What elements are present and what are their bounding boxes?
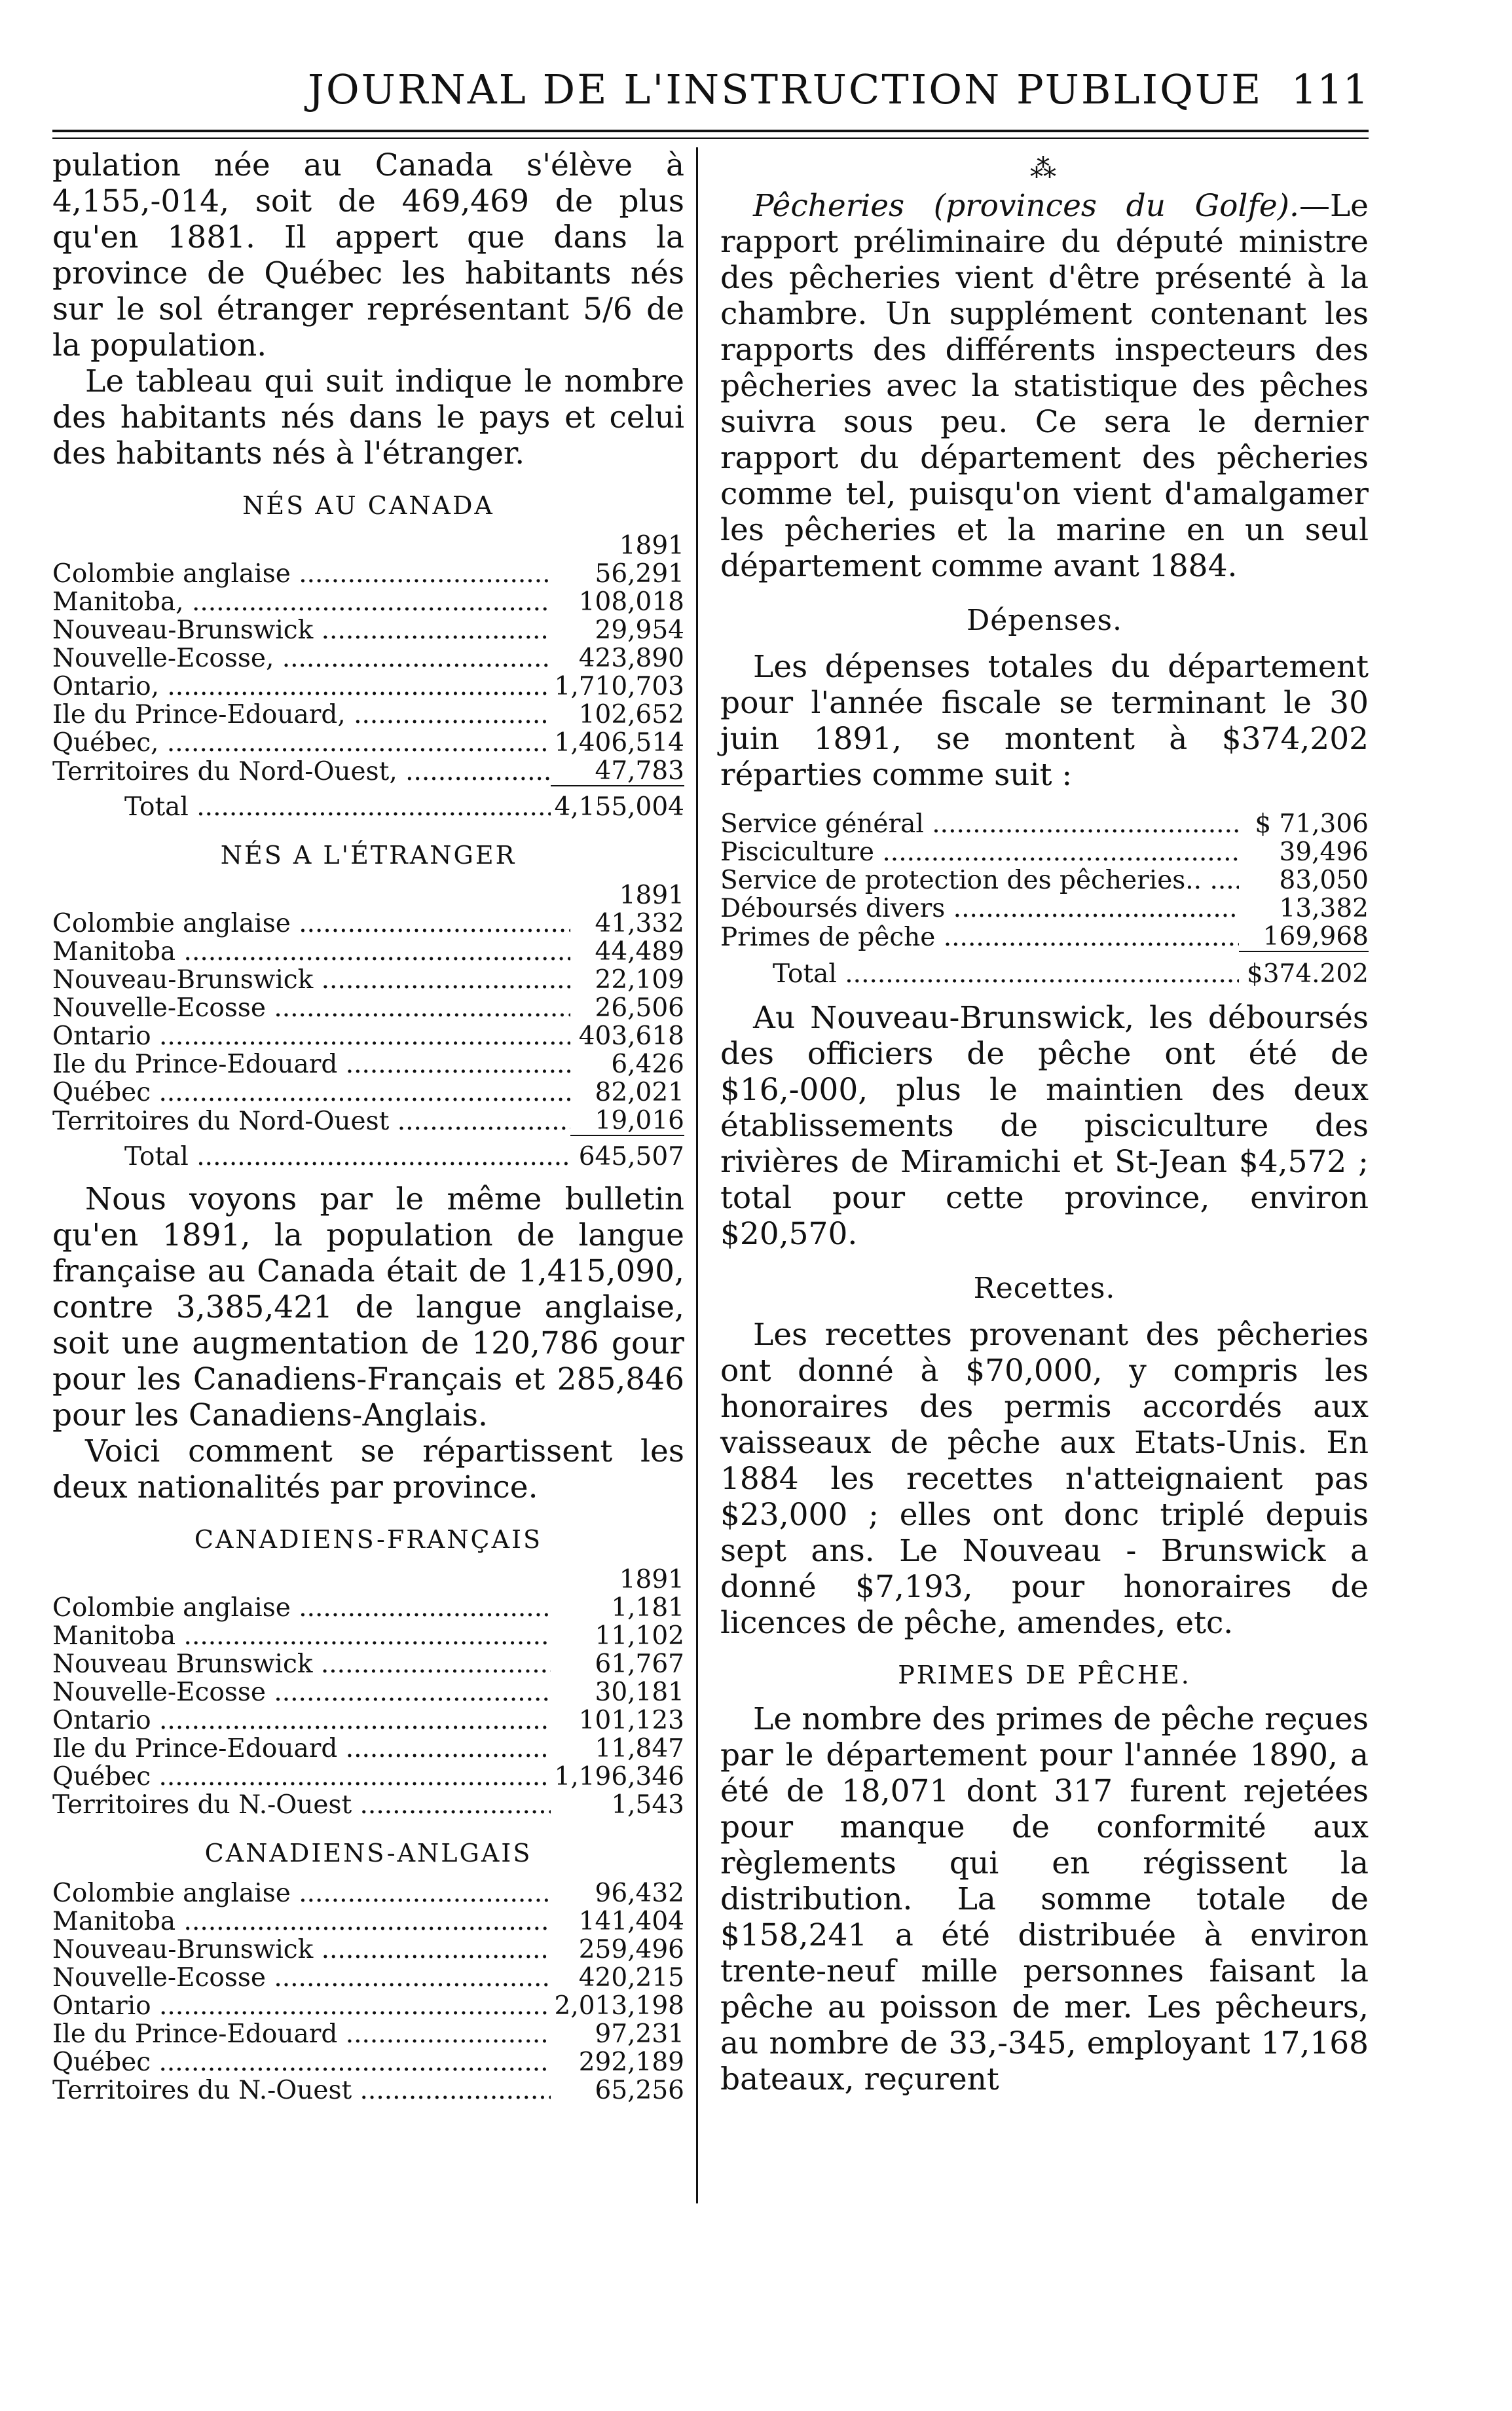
row-label: Nouvelle-Ecosse, <box>52 644 274 672</box>
depenses-title: Dépenses. <box>966 604 1123 637</box>
row-value: 83,050 <box>1279 866 1369 895</box>
year-header: 1891 <box>619 531 684 561</box>
row-label: Primes de pêche <box>720 923 936 951</box>
table-row <box>52 1907 684 1936</box>
row-value: 82,021 <box>595 1078 684 1107</box>
table-row <box>52 1763 684 1791</box>
row-value: 96,432 <box>595 1879 684 1908</box>
left-column <box>52 147 684 2105</box>
right-column <box>720 147 1369 2097</box>
row-value: 22,109 <box>595 965 684 995</box>
total-row <box>720 951 1369 988</box>
row-value: 403,618 <box>578 1021 684 1051</box>
table-row <box>52 560 684 588</box>
row-label: Québec <box>52 2048 151 2076</box>
primes-paragraph: Le nombre des primes de pêche reçues par le département pour l'année 1890, a été de 18,071 dont 317 furent rejetées pour manque de conformité aux règlements qui en régissent la distribution. La somme totale de $158,241 a été distribuée à environ trente-neuf mille personnes faisant la pêche au poisson de mer. Les pêcheurs, au nombre de 33,-345, employant 17,168 bateaux, reçurent <box>720 1701 1369 2097</box>
row-value: 39,496 <box>1279 837 1369 867</box>
table-row <box>720 838 1369 866</box>
table-row <box>52 757 684 786</box>
row-label: Manitoba <box>52 1907 176 1936</box>
row-value: 108,018 <box>578 587 684 617</box>
row-label: Nouvelle-Ecosse <box>52 1678 266 1706</box>
row-value: 1,181 <box>611 1593 684 1623</box>
row-label: Territoires du Nord-Ouest <box>52 1107 390 1135</box>
table-row <box>52 2020 684 2048</box>
row-value: 47,783 <box>595 756 684 786</box>
table-row <box>720 923 1369 951</box>
table-row <box>52 1594 684 1622</box>
header-rule-thin <box>52 138 1369 139</box>
row-value: 61,767 <box>595 1649 684 1679</box>
table-row <box>52 1678 684 1706</box>
total-label: Total <box>773 959 837 988</box>
row-label: Nouvelle-Ecosse <box>52 994 266 1022</box>
table-row <box>52 994 684 1022</box>
table-row <box>52 701 684 729</box>
row-label: Territoires du Nord-Ouest, <box>52 757 397 786</box>
row-value: 30,181 <box>595 1678 684 1707</box>
row-label: Colombie anglaise <box>52 1594 291 1622</box>
row-value: 259,496 <box>578 1935 684 1964</box>
year-header: 1891 <box>619 1565 684 1594</box>
row-label: Manitoba <box>52 938 176 966</box>
row-value: 11,847 <box>595 1734 684 1763</box>
row-value: 1,196,346 <box>554 1762 684 1792</box>
row-value: 141,404 <box>578 1907 684 1936</box>
table-row <box>52 644 684 672</box>
table-row <box>52 1735 684 1763</box>
pecheries-heading: Pêcheries (provinces du Golfe). <box>753 188 1299 224</box>
canadiens-anglais-title: CANADIENS-ANLGAIS <box>204 1839 532 1868</box>
row-value: 13,382 <box>1279 894 1369 923</box>
nes-canada-table <box>52 532 684 821</box>
row-label: Manitoba <box>52 1622 176 1650</box>
row-label: Québec, <box>52 729 159 757</box>
row-value: 102,652 <box>578 700 684 729</box>
nes-canada-title: NÉS AU CANADA <box>242 491 494 520</box>
recettes-title: Recettes. <box>973 1272 1116 1305</box>
table-row <box>52 2048 684 2076</box>
row-label: Ile du Prince-Edouard <box>52 2020 338 2048</box>
row-value: 26,506 <box>595 993 684 1023</box>
row-label: Nouveau-Brunswick <box>52 966 314 994</box>
table-row <box>52 938 684 966</box>
table-row <box>52 1050 684 1078</box>
row-value: 65,256 <box>595 2076 684 2105</box>
row-value: 1,406,514 <box>554 728 684 758</box>
pecheries-text: —Le rapport préliminaire du député ministre des pêcheries vient d'être présenté à la chambre. Un supplément contenant les rapports des différents inspecteurs des pêcheries avec la statistique des pêches suivra sous peu. Ce sera le dernier rapport du département des pêcheries comme tel, puisqu'on vient d'amalgamer les pêcheries et la marine en un seul département comme avant 1884. <box>720 188 1369 584</box>
row-label: Ontario <box>52 1992 151 2020</box>
table-row <box>52 1078 684 1107</box>
nationalities-paragraph: Voici comment se répartissent les deux nationalités par province. <box>52 1433 684 1505</box>
journal-title: JOURNAL DE L'INSTRUCTION PUBLIQUE <box>308 65 1263 113</box>
row-label: Colombie anglaise <box>52 910 291 938</box>
row-label: Service général <box>720 810 924 838</box>
row-label: Ontario <box>52 1022 151 1050</box>
row-label: Nouvelle-Ecosse <box>52 1964 266 1992</box>
row-value: 169,968 <box>1263 922 1369 951</box>
canadiens-anglais-table <box>52 1879 684 2105</box>
row-label: Nouveau-Brunswick <box>52 1936 314 1964</box>
table-row <box>720 810 1369 838</box>
row-value: 1,543 <box>611 1790 684 1820</box>
total-label: Total <box>124 792 189 821</box>
row-label: Nouveau-Brunswick <box>52 616 314 644</box>
intro-paragraph: pulation née au Canada s'élève à 4,155,-014, soit de 469,469 de plus qu'en 1881. Il appert que dans la province de Québec les habitants nés sur le sol étranger représentant 5/6 de la population. <box>52 147 684 363</box>
language-paragraph: Nous voyons par le même bulletin qu'en 1891, la population de langue française au Canada était de 1,415,090, contre 3,385,421 de langue anglaise, soit une augmentation de 120,786 gour pour les Canadiens-Français et 285,846 pour les Canadiens-Anglais. <box>52 1181 684 1433</box>
row-label: Ile du Prince-Edouard, <box>52 701 346 729</box>
row-value: 41,332 <box>595 909 684 938</box>
row-label: Manitoba, <box>52 588 184 616</box>
expenses-table <box>720 810 1369 988</box>
year-header: 1891 <box>619 881 684 910</box>
page-header <box>52 65 1369 118</box>
row-label: Service de protection des pêcheries.. <box>720 866 1202 894</box>
page-number: 111 <box>1291 65 1369 113</box>
table-row <box>52 1879 684 1907</box>
header-rule-thick <box>52 130 1369 132</box>
table-row <box>52 1791 684 1819</box>
row-value: 11,102 <box>595 1621 684 1651</box>
row-value: 6,426 <box>611 1050 684 1079</box>
row-label: Ontario <box>52 1706 151 1735</box>
row-label: Ontario, <box>52 672 160 701</box>
primes-title: PRIMES DE PÊCHE. <box>898 1661 1191 1689</box>
row-label: Territoires du N.-Ouest <box>52 2076 352 2105</box>
row-label: Ile du Prince-Edouard <box>52 1050 338 1078</box>
row-value: 29,954 <box>595 616 684 645</box>
table-row <box>52 672 684 701</box>
table-row <box>52 1936 684 1964</box>
canadiens-francais-table <box>52 1566 684 1819</box>
row-label: Déboursés divers <box>720 894 946 923</box>
row-value: 56,291 <box>595 559 684 589</box>
table-row <box>720 894 1369 923</box>
table-intro-paragraph: Le tableau qui suit indique le nombre des habitants nés dans le pays et celui des habitants nés à l'étranger. <box>52 363 684 471</box>
nes-etranger-title: NÉS A L'ÉTRANGER <box>220 841 517 870</box>
total-value: 645,507 <box>570 1135 684 1171</box>
row-value: 420,215 <box>578 1963 684 1993</box>
table-row <box>720 866 1369 894</box>
table-row <box>52 616 684 644</box>
row-value: 97,231 <box>595 2019 684 2049</box>
section-asterism: ⁂ <box>1030 154 1059 184</box>
table-row <box>52 1964 684 1992</box>
row-value: 44,489 <box>595 937 684 966</box>
total-value: $374.202 <box>1239 951 1369 988</box>
table-row <box>52 588 684 616</box>
row-label: Pisciculture <box>720 838 874 866</box>
row-value: $ 71,306 <box>1255 809 1369 839</box>
table-row <box>52 1992 684 2020</box>
table-row <box>52 1022 684 1050</box>
row-label: Territoires du N.-Ouest <box>52 1791 352 1819</box>
total-value: 4,155,004 <box>551 786 685 821</box>
total-row <box>52 786 684 821</box>
nouveau-brunswick-paragraph: Au Nouveau-Brunswick, les déboursés des officiers de pêche ont été de $16,-000, plus le maintien des deux établissements de pisciculture des rivières de Miramichi et St-Jean $4,572 ; total pour cette province, environ $20,570. <box>720 1000 1369 1252</box>
column-divider <box>696 147 698 2203</box>
table-row <box>52 910 684 938</box>
row-label: Colombie anglaise <box>52 1879 291 1907</box>
row-label: Colombie anglaise <box>52 560 291 588</box>
row-value: 2,013,198 <box>554 1991 684 2021</box>
table-row <box>52 2076 684 2105</box>
row-value: 292,189 <box>578 2048 684 2077</box>
row-label: Nouveau Brunswick <box>52 1650 313 1678</box>
canadiens-francais-title: CANADIENS-FRANÇAIS <box>194 1525 543 1554</box>
pecheries-paragraph <box>720 188 1369 584</box>
row-value: 101,123 <box>578 1706 684 1735</box>
table-row <box>52 966 684 994</box>
row-label: Québec <box>52 1763 151 1791</box>
row-label: Ile du Prince-Edouard <box>52 1735 338 1763</box>
total-label: Total <box>124 1141 189 1171</box>
table-row <box>52 729 684 757</box>
depenses-paragraph: Les dépenses totales du département pour l'année fiscale se terminant le 30 juin 1891, se montent à $374,202 réparties comme suit : <box>720 649 1369 793</box>
row-label: Québec <box>52 1078 151 1107</box>
table-row <box>52 1650 684 1678</box>
total-row <box>52 1135 684 1171</box>
recettes-paragraph: Les recettes provenant des pêcheries ont donné à $70,000, y compris les honoraires des permis accordés aux vaisseaux de pêche aux Etats-Unis. En 1884 les recettes n'atteignaient pas $23,000 ; elles ont donc triplé depuis sept ans. Le Nouveau - Brunswick a donné $7,193, pour honoraires de licences de pêche, amendes, etc. <box>720 1317 1369 1641</box>
nes-etranger-table <box>52 881 684 1171</box>
row-value: 423,890 <box>578 644 684 673</box>
row-value: 1,710,703 <box>554 672 684 701</box>
table-row <box>52 1107 684 1135</box>
table-row <box>52 1622 684 1650</box>
table-row <box>52 1706 684 1735</box>
row-value: 19,016 <box>595 1106 684 1135</box>
